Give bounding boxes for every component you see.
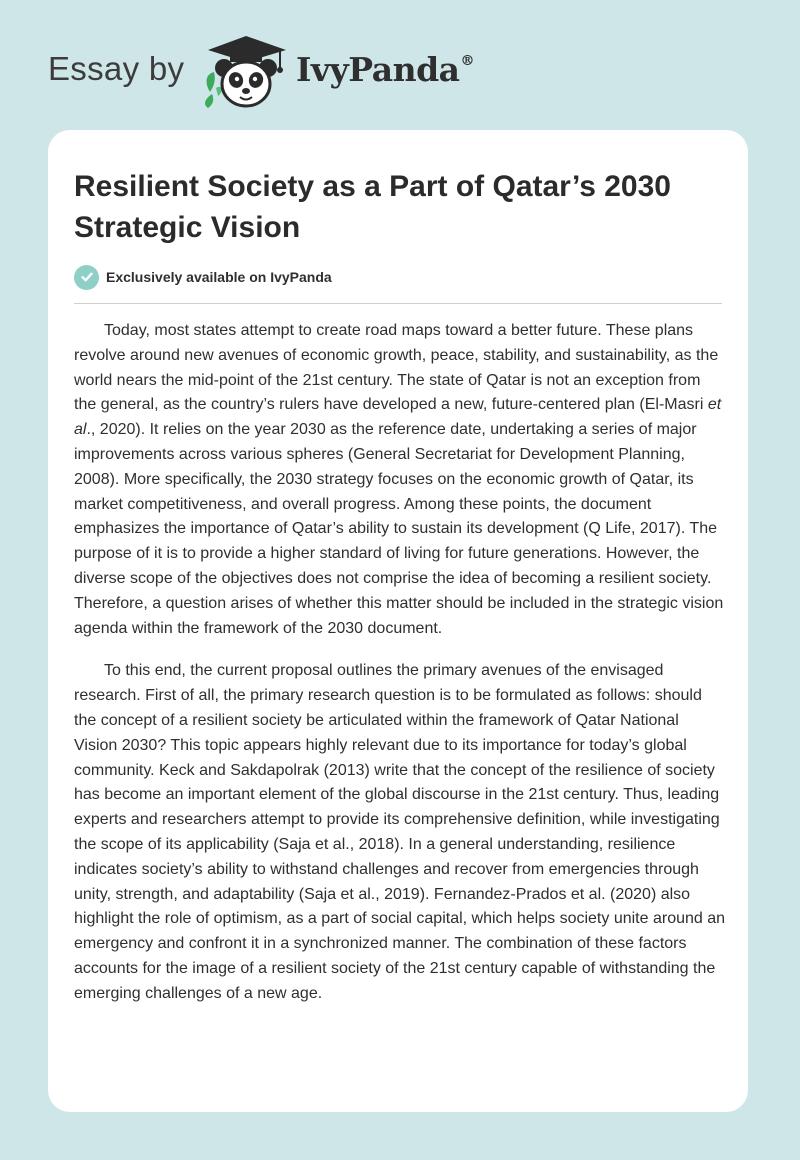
paragraph-1 [74, 319, 726, 641]
paragraph-1-italic: et al [74, 396, 722, 439]
brand-name-text: IvyPanda [296, 50, 460, 89]
exclusive-availability-label [74, 264, 332, 290]
paragraph-2: To this end, the current proposal outlines the primary avenues of the envisaged research. First of all, the primary research question is to be formulated as follows: should the concept of a resilient society be articulated within the framework of Qatar National Vision 2030? This topic appears highly relevant due to its importance for today’s global community. Keck and Sakdapolrak (2013) write that the concept of the resilience of society has become an important element of the global discourse in the 21st century. Thus, leading experts and researchers attempt to provide its comprehensive definition, while investigating the scope of its applicability (Saja et al., 2018). In a general understanding, resilience indicates society’s ability to withstand challenges and recover from emergencies through unity, strength, and adaptability (Saja et al., 2019). Fernandez-Prados et al. (2020) also highlight the role of optimism, as a part of social capital, which helps society unite around an emergency and confront it in a synchronized manner. The combination of these factors accounts for the image of a resilient society of the 21st century capable of withstanding the emerging challenges of a new age. [74, 662, 726, 1002]
paragraph-1-text-end: ., 2020). It relies on the year 2030 as the reference date, undertaking a series of major improvements across various spheres (General Secretariat for Development Planning, 2008). More specifically, the 2030 strategy focuses on the economic growth of Qatar, its market competitiveness, and overall progress. Among these points, the document emphasizes the importance of Qatar’s ability to sustain its development (Q Life, 2017). The purpose of it is to provide a higher standard of living for future generations. However, the diverse scope of the objectives does not comprise the idea of becoming a resilient society. Therefore, a question arises of whether this matter should be included in the strategic vision agenda within the framework of the 2030 document. [74, 421, 724, 637]
divider [74, 303, 722, 304]
brand-prefix: Essay by [48, 50, 185, 87]
registered-mark: ® [460, 53, 475, 69]
panda-graduation-cap-logo-icon[interactable] [200, 34, 292, 110]
page-title: Resilient Society as a Part of Qatar’s 2030 Strategic Vision [74, 170, 671, 244]
check-circle-icon [74, 265, 99, 290]
essay-body [74, 319, 726, 1025]
site-header [0, 0, 800, 130]
essay-card [48, 130, 748, 1112]
exclusive-text: Exclusively available on IvyPanda [106, 269, 332, 285]
paragraph-1-text-start: Today, most states attempt to create road maps toward a better future. These plans revolve around new avenues of economic growth, peace, stability, and sustainability, as the world nears the mid-point of the 21st century. The state of Qatar is not an exception from the general, as the country’s rulers have developed a new, future-centered plan (El-Masri [74, 322, 719, 414]
brand-name[interactable] [296, 50, 474, 89]
